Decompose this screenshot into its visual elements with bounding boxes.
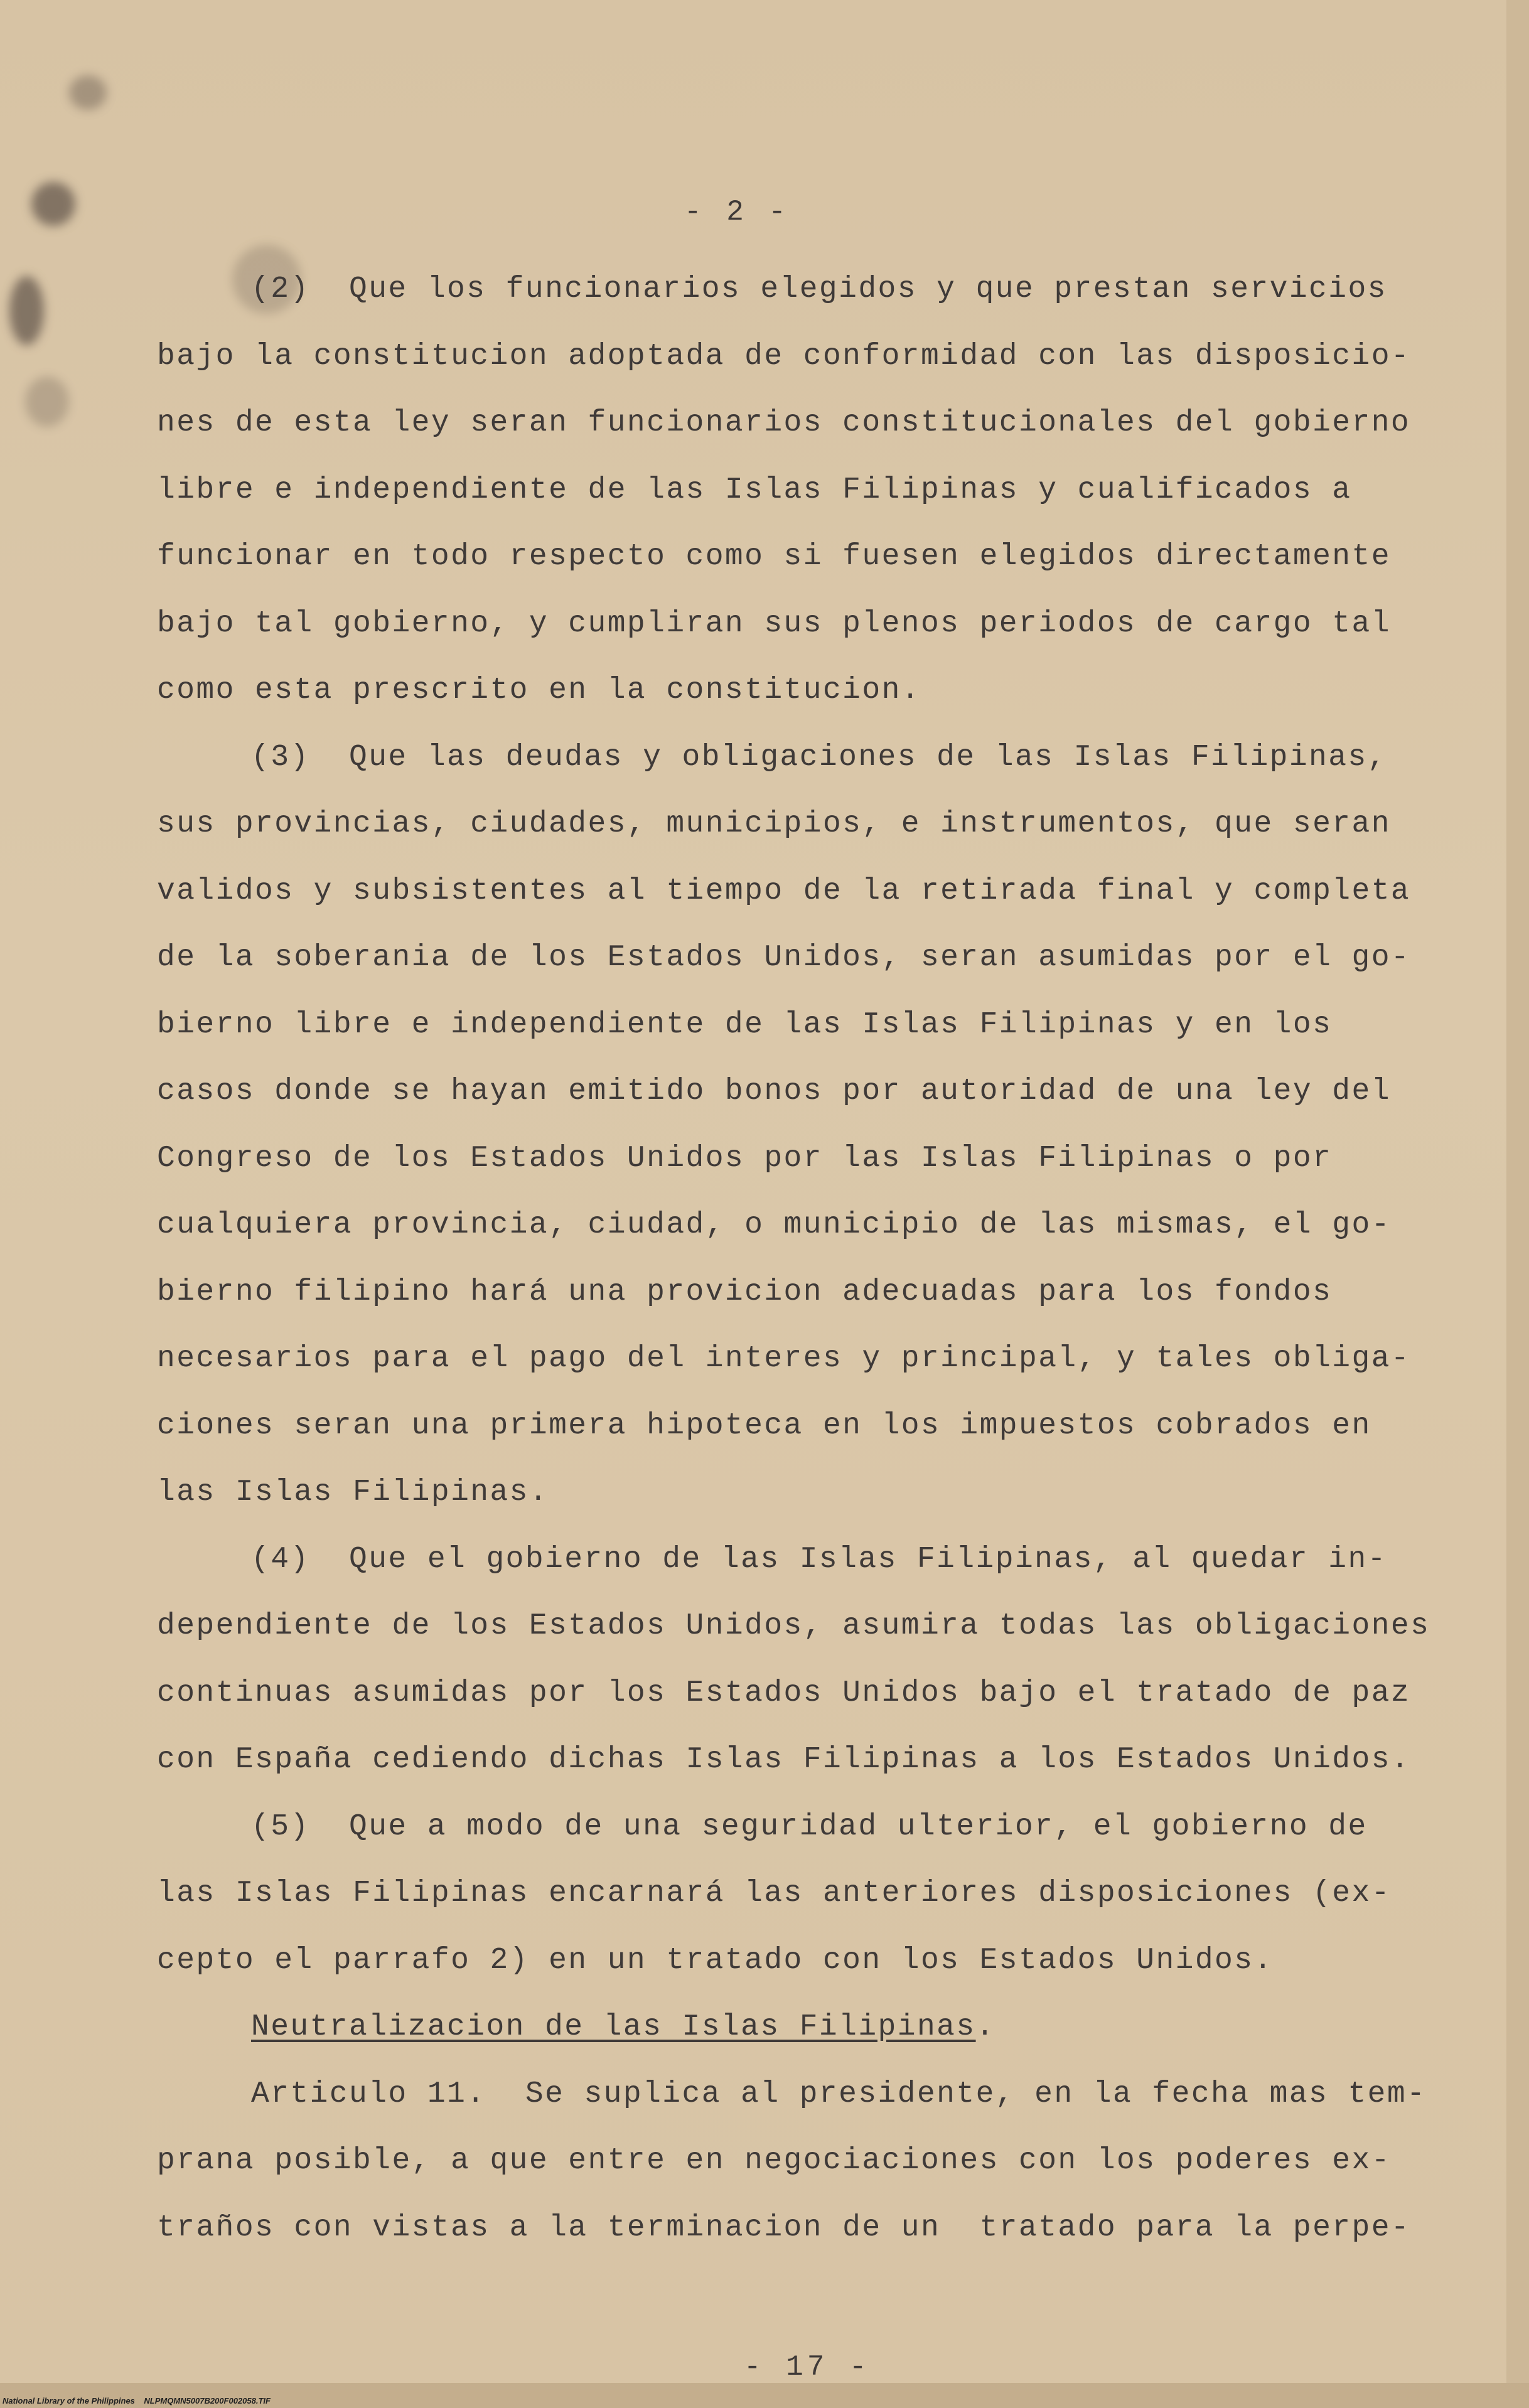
text-line: casos donde se hayan emitido bonos por autoridad de una ley del [157,1074,1391,1108]
document-body [157,256,1430,2261]
text-line: traños con vistas a la terminacion de un tratado para la perpe- [157,2210,1411,2245]
ink-stain [25,377,69,427]
paragraph-5 [157,1794,1412,1994]
text-line: sus provincias, ciudades, municipios, e instrumentos, que seran [157,807,1391,841]
ink-stain [69,75,107,110]
text-line: prana posible, a que entre en negociaciones con los poderes ex- [157,2144,1391,2178]
text-line: de la soberania de los Estados Unidos, seran asumidas por el go- [157,941,1411,975]
text-line: bierno libre e independiente de las Islas Filipinas y en los [157,1007,1333,1042]
section-heading [157,1994,1412,2061]
text-line: (5) Que a modo de una seguridad ulterior, el gobierno de [251,1809,1368,1844]
paragraph-4 [157,1526,1430,1794]
text-line: validos y subsistentes al tiempo de la retirada final y completa [157,874,1411,908]
paragraph-3 [157,724,1412,1526]
page-number: - 2 - [684,196,790,228]
ink-stain [31,182,75,226]
text-line: continuas asumidas por los Estados Unidos bajo el tratado de paz [157,1676,1411,1710]
text-line: como esta prescrito en la constitucion. [157,673,921,707]
section-heading-period: . [975,2010,995,2044]
footer-page-number: - 17 - [744,2351,871,2384]
text-line: ciones seran una primera hipoteca en los impuestos cobrados en [157,1408,1371,1443]
text-line: cualquiera provincia, ciudad, o municipio de las mismas, el go- [157,1208,1391,1242]
ink-stain [9,276,44,345]
text-line: (2) Que los funcionarios elegidos y que prestan servicios [251,272,1387,306]
text-line: (4) Que el gobierno de las Islas Filipinas, al quedar in- [251,1542,1387,1576]
paragraph-2 [157,256,1412,724]
text-line: las Islas Filipinas. [157,1475,549,1509]
page-edge [1506,0,1529,2408]
text-line: las Islas Filipinas encarnará las anteriores disposiciones (ex- [157,1876,1391,1910]
text-line: necesarios para el pago del interes y principal, y tales obliga- [157,1342,1411,1376]
text-line: libre e independiente de las Islas Filipinas y cualificados a [157,473,1352,507]
text-line: cepto el parrafo 2) en un tratado con los Estados Unidos. [157,1943,1274,1977]
text-line: dependiente de los Estados Unidos, asumira todas las obligaciones [157,1609,1430,1643]
text-line: bierno filipino hará una provicion adecuadas para los fondos [157,1275,1333,1309]
article-11 [157,2061,1427,2262]
text-line: bajo tal gobierno, y cumpliran sus plenos periodos de cargo tal [157,606,1391,641]
text-line: bajo la constitucion adoptada de conformidad con las disposicio- [157,339,1411,373]
text-line: nes de esta ley seran funcionarios constitucionales del gobierno [157,406,1411,440]
section-heading-text: Neutralizacion de las Islas Filipinas [251,2010,976,2044]
text-line: funcionar en todo respecto como si fuesen elegidos directamente [157,540,1391,574]
text-line: Articulo 11. Se suplica al presidente, en la fecha mas tem- [251,2077,1427,2111]
text-line: (3) Que las deudas y obligaciones de las Islas Filipinas, [251,740,1387,774]
text-line: Congreso de los Estados Unidos por las Islas Filipinas o por [157,1141,1333,1175]
text-line: con España cediendo dichas Islas Filipinas a los Estados Unidos. [157,1743,1411,1777]
scan-credit: National Library of the Philippines NLPMQMN5007B200F002058.TIF [3,2396,271,2405]
